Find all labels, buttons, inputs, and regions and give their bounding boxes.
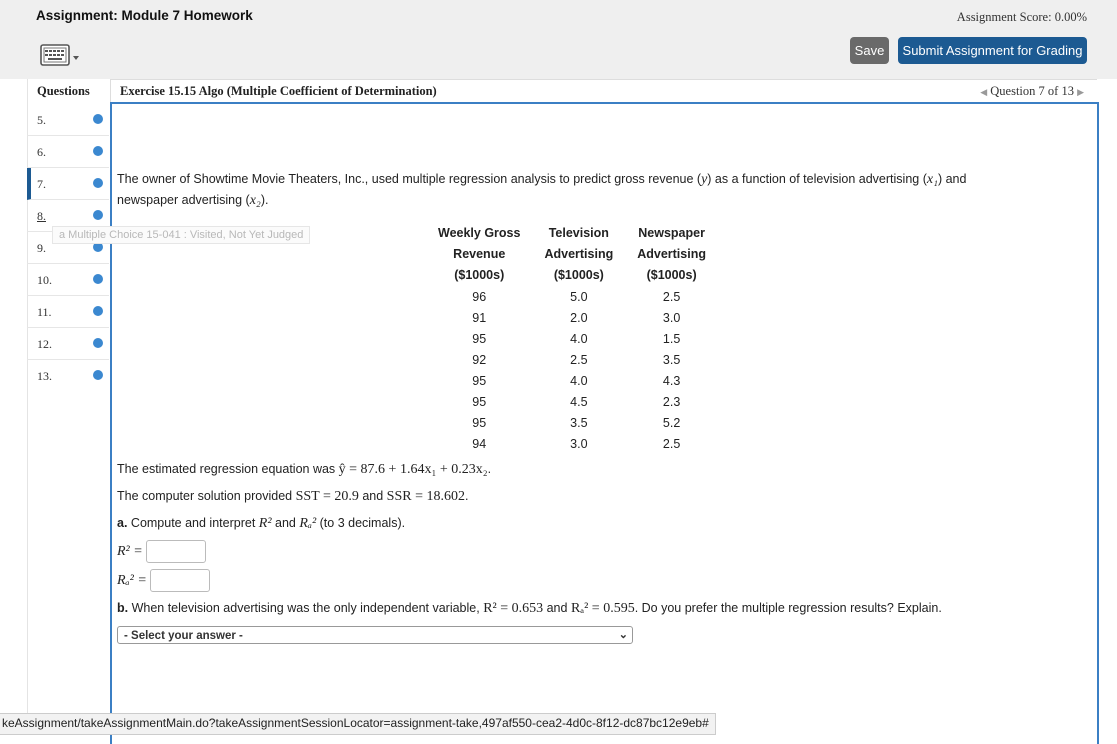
assignment-score: Assignment Score: 0.00% bbox=[956, 10, 1087, 24]
status-dot-icon bbox=[93, 114, 103, 124]
table-row: 95 4.5 2.3 bbox=[472, 394, 681, 409]
status-dot-icon bbox=[93, 178, 103, 188]
question-item-9[interactable]: 9. bbox=[27, 232, 109, 264]
ra2-answer-row: Rₐ² = bbox=[117, 569, 210, 592]
question-item-5[interactable]: 5. bbox=[27, 104, 109, 136]
r2-answer-row: R² = bbox=[117, 540, 206, 563]
chevron-down-icon: ⌄ bbox=[618, 629, 628, 641]
question-item-11[interactable]: 11. bbox=[27, 296, 109, 328]
submit-assignment-button[interactable]: Submit Assignment for Grading bbox=[898, 37, 1087, 64]
question-navigator[interactable]: ◀ Question 7 of 13 ▶ bbox=[980, 84, 1084, 98]
part-b-prompt: b. When television advertising was the only independent variable, R² = 0.653 and Rₐ² = 0.595. Do you prefer the multiple regression results? Explain. bbox=[117, 601, 942, 616]
question-item-6[interactable]: 6. bbox=[27, 136, 109, 168]
table-row: 96 5.0 2.5 bbox=[472, 289, 681, 304]
question-list bbox=[27, 104, 109, 391]
part-a-prompt: a. Compute and interpret R² and Rₐ² (to 3 decimals). bbox=[117, 516, 406, 531]
next-arrow-icon[interactable]: ▶ bbox=[1077, 87, 1084, 97]
ra2-input[interactable] bbox=[150, 569, 210, 592]
regression-equation: The estimated regression equation was ŷ = 87.6 + 1.64x₁ + 0.23x₂. bbox=[117, 462, 492, 477]
status-dot-icon bbox=[93, 338, 103, 348]
table-row: 94 3.0 2.5 bbox=[472, 436, 681, 451]
col-header-revenue: Weekly Gross bbox=[438, 226, 521, 240]
question-item-13[interactable]: 13. bbox=[27, 360, 109, 391]
keyboard-icon[interactable] bbox=[40, 42, 82, 68]
problem-intro: The owner of Showtime Movie Theaters, Inc., used multiple regression analysis to predict gross revenue (y) as a function of television advertising (x₁) and bbox=[117, 172, 967, 187]
status-dot-icon bbox=[93, 210, 103, 220]
chevron-down-icon bbox=[73, 56, 79, 60]
assignment-title: Assignment: Module 7 Homework bbox=[36, 8, 253, 23]
answer-select[interactable]: - Select your answer - ⌄ bbox=[117, 626, 633, 644]
col-header-news: Newspaper bbox=[638, 226, 705, 240]
questions-heading: Questions bbox=[37, 84, 90, 98]
save-button[interactable]: Save bbox=[850, 37, 889, 64]
data-table: Weekly Gross Television Newspaper Revenue Advertising Advertising ($1000s) ($1000s) ($1000s) 96 5.0 2.5 91 2.0 3.0 95 4.0 1.5 92 2.5 3.5 95 4.0 4.3 95 4.5 2.3 95 3.5 5.2 94 3.0 2.5 bbox=[426, 223, 718, 454]
status-bar-url: keAssignment/takeAssignmentMain.do?takeAssignmentSessionLocator=assignment-take,497af550-cea2-4d0c-8f12-dc87bc12e9eb# bbox=[0, 713, 716, 735]
status-dot-icon bbox=[93, 306, 103, 316]
tooltip: a Multiple Choice 15-041 : Visited, Not Yet Judged bbox=[52, 226, 310, 244]
status-dot-icon bbox=[93, 370, 103, 380]
problem-intro-line2: newspaper advertising (x₂). bbox=[117, 193, 269, 208]
prev-arrow-icon[interactable]: ◀ bbox=[980, 87, 988, 97]
exercise-title: Exercise 15.15 Algo (Multiple Coefficient of Determination) bbox=[120, 84, 437, 98]
status-dot-icon bbox=[93, 146, 103, 156]
sst-ssr-text: The computer solution provided SST = 20.9 and SSR = 18.602. bbox=[117, 489, 469, 504]
table-row: 92 2.5 3.5 bbox=[472, 352, 681, 367]
col-header-tv: Television bbox=[548, 226, 609, 240]
table-row: 95 3.5 5.2 bbox=[472, 415, 681, 430]
question-item-7[interactable]: 7. bbox=[27, 168, 109, 200]
question-item-12[interactable]: 12. bbox=[27, 328, 109, 360]
question-item-10[interactable]: 10. bbox=[27, 264, 109, 296]
table-row: 95 4.0 4.3 bbox=[472, 373, 681, 388]
status-dot-icon bbox=[93, 274, 103, 284]
table-row: 95 4.0 1.5 bbox=[472, 331, 681, 346]
table-row: 91 2.0 3.0 bbox=[472, 310, 681, 325]
question-item-8[interactable]: 8. bbox=[27, 200, 109, 232]
r2-input[interactable] bbox=[146, 540, 206, 563]
